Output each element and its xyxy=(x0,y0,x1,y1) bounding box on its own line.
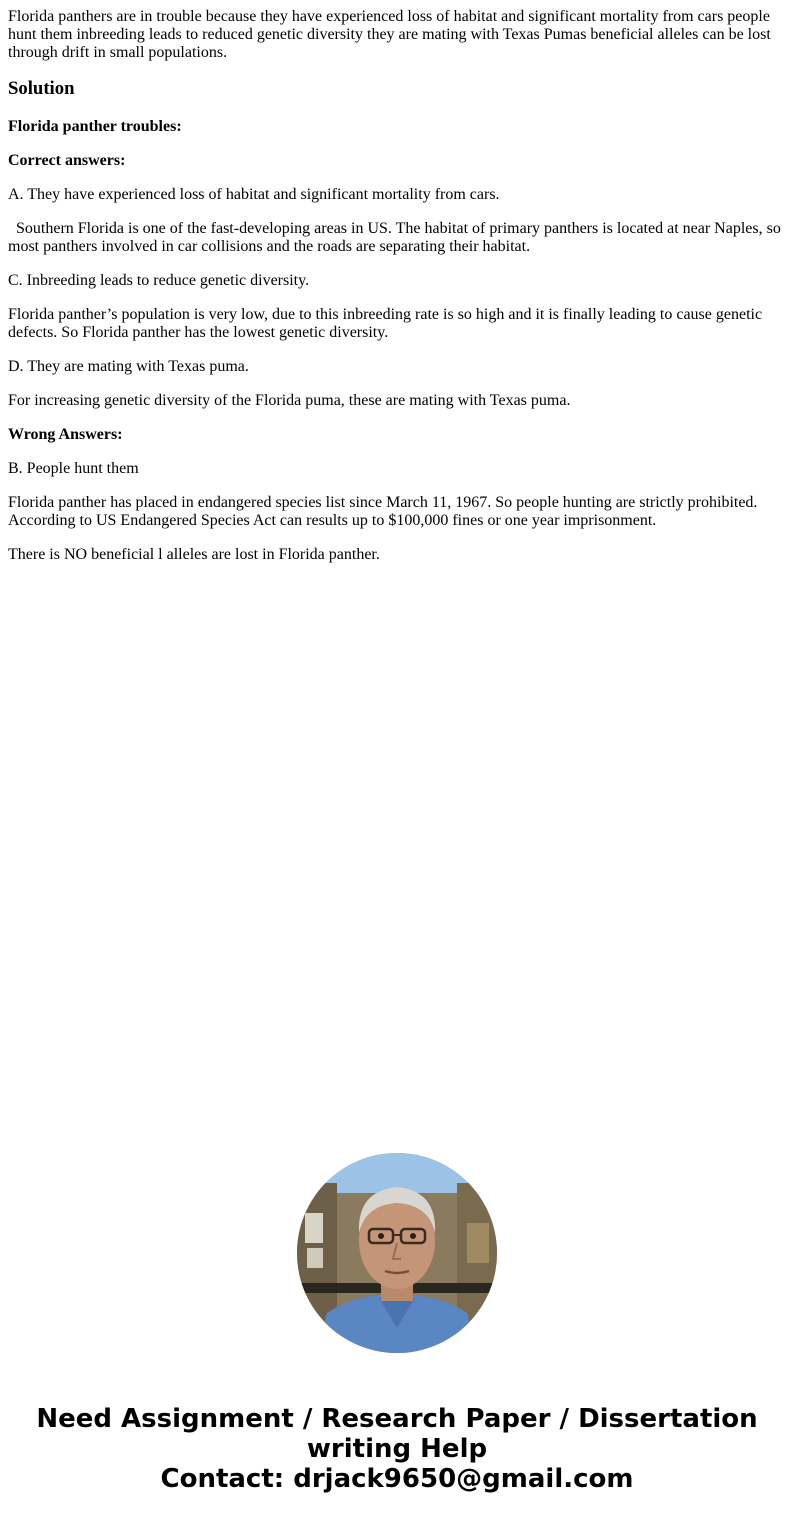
explanation-d: For increasing genetic diversity of the Florida puma, these are mating with Texas puma. xyxy=(8,392,571,409)
document-body xyxy=(8,8,786,580)
footer-line-1: Need Assignment / Research Paper / Dissertation xyxy=(36,1404,758,1434)
correct-answer-d: D. They are mating with Texas puma. xyxy=(8,358,249,375)
author-avatar xyxy=(297,1153,497,1353)
solution-heading: Solution xyxy=(8,78,75,99)
question-text: Florida panthers are in trouble because they have experienced loss of habitat and significant mortality from cars people hunt them inbreeding leads to reduced genetic diversity they are mating with Texas Pumas beneficial alleles can be lost through drift in small populations. xyxy=(8,8,771,61)
closing-statement: There is NO beneficial l alleles are lost in Florida panther. xyxy=(8,546,380,563)
footer-banner xyxy=(0,1404,794,1494)
footer-line-2: writing Help xyxy=(306,1434,488,1464)
footer-contact: Contact: drjack9650@gmail.com xyxy=(160,1464,634,1494)
correct-answer-c: C. Inbreeding leads to reduce genetic diversity. xyxy=(8,272,310,289)
correct-answers-label: Correct answers: xyxy=(8,152,126,169)
wrong-answers-label: Wrong Answers: xyxy=(8,426,123,443)
solution-subheading: Florida panther troubles: xyxy=(8,118,182,135)
wrong-answer-b: B. People hunt them xyxy=(8,460,139,477)
explanation-b: Florida panther has placed in endangered species list since March 11, 1967. So people hunting are strictly prohibited. According to US Endangered Species Act can results up to $100,000 fines or one year imprisonment. xyxy=(8,494,758,529)
explanation-c: Florida panther’s population is very low, due to this inbreeding rate is so high and it is finally leading to cause genetic defects. So Florida panther has the lowest genetic diversity. xyxy=(8,306,763,341)
explanation-a: Southern Florida is one of the fast-developing areas in US. The habitat of primary panthers is located at near Naples, so most panthers involved in car collisions and the roads are separating their habitat. xyxy=(8,220,785,255)
correct-answer-a: A. They have experienced loss of habitat and significant mortality from cars. xyxy=(8,186,500,203)
